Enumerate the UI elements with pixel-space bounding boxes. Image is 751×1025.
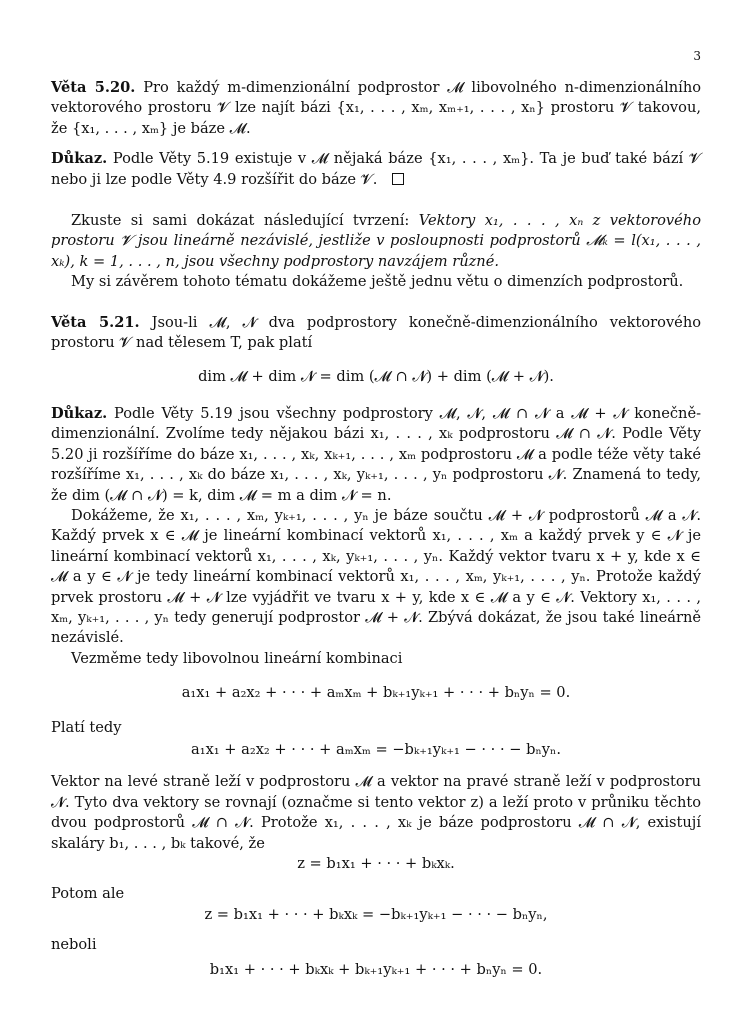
exercise-statement: Vektory x₁, . . . , xₙ z vektorového prostoru 𝓥 jsou lineárně nezávislé, jestliže v posloupnosti podprostorů 𝓜ₖ = l(x₁, . . . , xₖ), k = 1, . . . , n, jsou všechny podprostory navzájem různé. — [51, 212, 701, 270]
proof-label: Důkaz. — [51, 150, 108, 168]
proof-label: Důkaz. — [51, 404, 108, 422]
proof-text: Podle Věty 5.19 existuje v 𝓜 nějaká báze {x₁, . . . , xₘ}. Ta je buď také bází 𝓥 nebo ji lze podle Věty 4.9 rozšířit do báze 𝓥. — [51, 150, 702, 188]
proof-5-21-p5: Vektor na levé straně leží v podprostoru 𝓜 a vektor na pravé straně leží v podprostoru 𝓝. Tyto dva vektory se rovnají (označme si tento vektor z) a leží proto v průniku těchto dvou podprostorů 𝓜 ∩ 𝓝. Protože x₁, . . . , xₖ je báze podprostoru 𝓜 ∩ 𝓝, existují skaláry b₁, . . . , bₖ takové, že — [51, 773, 701, 852]
proof-text: Podle Věty 5.19 jsou všechny podprostory 𝓜, 𝓝, 𝓜 ∩ 𝓝 a 𝓜 + 𝓝 konečně-dimenzionální. Zvolíme tedy nějakou bázi x₁, . . . , xₖ podprostoru 𝓜 ∩ 𝓝. Podle Věty 5.20 ji rozšíříme do báze x₁, . . . , xₖ, xₖ₊₁, . . . , xₘ podprostoru 𝓜 a podle téže věty také rozšíříme x₁, . . . , xₖ do báze x₁, . . . , xₖ, yₖ₊₁, . . . , yₙ podprostoru 𝓝. Znamená to tedy, že dim (𝓜 ∩ 𝓝) = k, dim 𝓜 = m a dim 𝓝 = n. — [51, 404, 702, 504]
document-page — [51, 38, 701, 980]
proof-5-21-p7: neboli — [51, 936, 97, 954]
dimension-formula: dim 𝓜 + dim 𝓝 = dim (𝓜 ∩ 𝓝) + dim (𝓜 + 𝓝). — [198, 368, 554, 386]
page-number: 3 — [693, 49, 701, 63]
theorem-5-20 — [51, 78, 701, 139]
proof-5-20 — [51, 149, 701, 190]
qed-symbol — [392, 173, 404, 185]
proof-5-21-p1 — [51, 404, 701, 506]
exercise-paragraph — [51, 211, 701, 272]
proof-5-21-p3: Vezměme tedy libovolnou lineární kombinaci — [71, 649, 403, 667]
proof-5-21-p6: Potom ale — [51, 885, 125, 903]
theorem-text: Pro každý m-dimenzionální podprostor 𝓜 libovolného n-dimenzionálního vektorového prostoru 𝓥 lze najít bázi {x₁, . . . , xₘ, xₘ₊₁, . . . , xₙ} prostoru 𝓥 takovou, že {x₁, . . . , xₘ} je báze 𝓜. — [51, 79, 702, 137]
equation-3: z = b₁x₁ + · · · + bₖxₖ. — [297, 855, 455, 872]
equation-5: b₁x₁ + · · · + bₖxₖ + bₖ₊₁yₖ₊₁ + · · · + bₙyₙ = 0. — [209, 960, 543, 978]
equation-1: a₁x₁ + a₂x₂ + · · · + aₘxₘ + bₖ₊₁yₖ₊₁ + · · · + bₙyₙ = 0. — [181, 684, 571, 702]
equation-4: z = b₁x₁ + · · · + bₖxₖ = −bₖ₊₁yₖ₊₁ − · · · − bₙyₙ, — [204, 905, 548, 923]
closing-remark: My si závěrem tohoto tématu dokážeme ještě jednu větu o dimenzích podprostorů. — [71, 273, 684, 291]
proof-5-21-p2: Dokážeme, že x₁, . . . , xₘ, yₖ₊₁, . . . , yₙ je báze součtu 𝓜 + 𝓝 podprostorů 𝓜 a 𝓝. Každý prvek x ∈ 𝓜 je lineární kombinací vektorů x₁, . . . , xₘ a každý prvek y ∈ 𝓝 je lineární kombinací vektorů x₁, . . . , xₖ, yₖ₊₁, . . . , yₙ. Každý vektor tvaru x + y, kde x ∈ 𝓜 a y ∈ 𝓝 je tedy lineární kombinací vektorů x₁, . . . , xₘ, yₖ₊₁, . . . , yₙ. Protože každý prvek prostoru 𝓜 + 𝓝 lze vyjádřit ve tvaru x + y, kde x ∈ 𝓜 a y ∈ 𝓝. Vektory x₁, . . . , xₘ, yₖ₊₁, . . . , yₙ tedy generují podprostor 𝓜 + 𝓝. Zbývá dokázat, že jsou také lineárně nezávislé. — [51, 506, 701, 647]
proof-5-21-p4: Platí tedy — [51, 718, 122, 736]
equation-2: a₁x₁ + a₂x₂ + · · · + aₘxₘ = −bₖ₊₁yₖ₊₁ − · · · − bₙyₙ. — [191, 740, 561, 758]
theorem-5-21 — [51, 313, 701, 354]
theorem-text: Jsou-li 𝓜, 𝓝 dva podprostory konečně-dimenzionálního vektorového prostoru 𝓥 nad tělesem T, pak platí — [51, 313, 702, 352]
theorem-label: Věta 5.21. — [51, 313, 140, 331]
theorem-label: Věta 5.20. — [51, 79, 136, 96]
exercise-lead: Zkuste si sami dokázat následující tvrzení: — [71, 212, 410, 230]
